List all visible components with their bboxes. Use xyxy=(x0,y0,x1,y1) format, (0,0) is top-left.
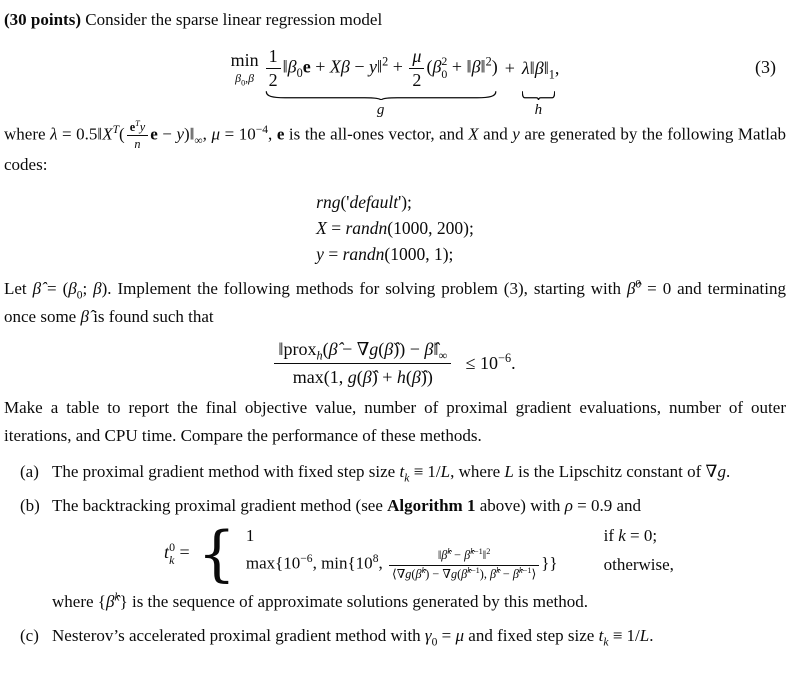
item-a-label: (a) xyxy=(20,462,39,482)
code-line: y = randn(1000, 1); xyxy=(316,244,454,265)
points-label: (30 points) xyxy=(4,10,81,29)
case-2-expression: $\max\{10^{-6}$, $\min\{10^8$, $\frac{‖\betâ^k - \betâ^{k-1}‖^2}{⟨\nabla g(\betâ^k) - \nabla g(\betâ^{k-1}), \betâ^k - \betâ^{k-1}⟩}$ }} xyxy=(245,547,558,581)
min-text: min xyxy=(230,50,259,71)
let-beta-paragraph: Let β̂ = ($\beta_0$; β). Implement the following methods for solving problem (3), starting with β̂$^0$ = 0 and terminating once some β̂ is found such that xyxy=(4,277,786,327)
item-c-text: Nesterov’s accelerated proximal gradient method with $\gamma_0 = \mu$ and fixed step size $t_k \equiv 1/L$. xyxy=(52,626,654,649)
h-expression: $\lambda‖\beta‖_1$ xyxy=(521,57,555,82)
item-a-text: The proximal gradient method with fixed step size $t_k \equiv 1/L$, where L is the Lipschitz constant of ∇g. xyxy=(52,462,731,485)
matlab-code-block xyxy=(316,189,474,267)
h-label: h xyxy=(534,102,543,118)
item-b-body xyxy=(52,492,786,616)
item-c-label: (c) xyxy=(20,626,39,646)
case-2-condition: otherwise, xyxy=(603,555,674,575)
item-b-where-text: where {β̂$^k$} is the sequence of approximate solutions generated by this method. xyxy=(52,590,589,612)
code-line: rng('default'); xyxy=(316,192,412,213)
termination-threshold: ≤ $10^{-6}$. xyxy=(465,351,516,374)
case-1-expression: 1 xyxy=(245,526,255,546)
code-line: X = randn(1000, 200); xyxy=(316,218,474,239)
stepsize-lhs: t 0 k = xyxy=(164,540,190,568)
case-1-condition: if k = 0; xyxy=(603,526,658,546)
min-operator xyxy=(230,50,259,88)
termination-fraction xyxy=(274,339,451,388)
intro-paragraph xyxy=(4,6,786,34)
equation-number: (3) xyxy=(755,57,776,77)
item-b-label: (b) xyxy=(20,496,40,516)
termination-denominator: max(1, g(β̂) + h(β̂)) xyxy=(292,367,433,388)
cases-rows xyxy=(246,526,674,582)
g-label: g xyxy=(376,102,385,118)
termination-criterion xyxy=(4,339,786,388)
stepsize-cases-equation xyxy=(164,519,674,590)
intro-text: Consider the sparse linear regression model xyxy=(80,10,383,29)
equation-3-body xyxy=(4,42,786,118)
table-instruction-paragraph: Make a table to report the final objective value, number of proximal gradient evaluations, number of outer iterations, and CPU time. Compare the performance of these methods. xyxy=(4,398,786,446)
list-item-b xyxy=(4,492,786,616)
smooth-term-g xyxy=(264,42,498,118)
list-item-a xyxy=(4,458,786,486)
g-expression: $\frac{1}{2}$ $‖\beta_0e + X\beta$ − y‖$^2$ + $\frac{\mu}{2}$ (β 2 0 + ‖β‖$^2$) xyxy=(264,46,498,90)
min-subscript: $\beta_0,\beta$ xyxy=(235,71,255,88)
underbrace-h-icon xyxy=(522,91,555,100)
cases-brace-icon: { xyxy=(197,519,236,590)
plus-sign: + xyxy=(504,57,515,78)
equation-3 xyxy=(4,42,786,118)
equation-comma: , xyxy=(554,57,560,78)
termination-numerator: ‖prox$_h$(β̂ − ∇g(β̂)) − $\betâ‖_\infty$ xyxy=(274,339,451,364)
methods-list xyxy=(4,458,786,650)
nonsmooth-term-h xyxy=(521,42,555,118)
item-b-text: The backtracking proximal gradient method (see Algorithm 1 above) with ρ = 0.9 and xyxy=(52,496,641,516)
where-lambda-paragraph: where $\lambda = 0.5‖X^T$( $\frac{e^Ty}{n}$ $e - y)‖_\infty$, $\mu = 10^{-4}$, e is the all-ones vector, and X and y are generated by the following Matlab codes: xyxy=(4,118,787,175)
underbrace-g-icon xyxy=(264,91,498,100)
list-item-c xyxy=(4,622,786,650)
